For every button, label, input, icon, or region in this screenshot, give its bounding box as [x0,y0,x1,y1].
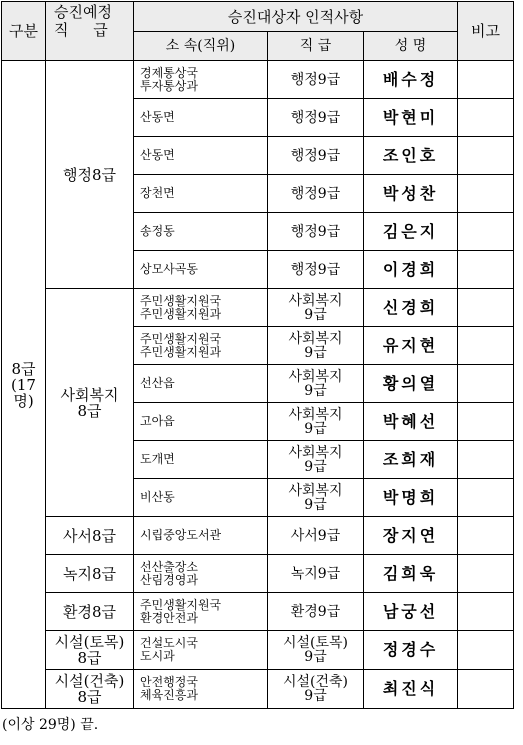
dept-line1: 송정동 [140,224,175,238]
grade-line1: 사서9급 [290,527,341,544]
dept-line1: 선산읍 [140,376,175,390]
dept-line1: 선산출장소 [140,559,198,574]
note-cell [458,251,514,289]
grade-line2: 9급 [304,382,327,399]
note-cell [458,555,514,593]
target-grade-line1: 녹지8급 [62,564,116,583]
dept-line2: 환경안전과 [140,610,198,625]
grade-line1: 시설(토목) [282,635,349,651]
header-dept: 소 속(직위) [134,32,268,61]
target-grade-line1: 환경8급 [62,602,116,621]
dept-line1: 시립중앙도서관 [140,528,222,542]
note-cell [458,137,514,175]
dept-line1: 장천면 [140,186,175,200]
dept-line1: 경제통상국 [140,65,198,80]
note-cell [458,289,514,327]
dept-line1: 산동면 [140,148,175,162]
grade-line2: 9급 [304,649,327,665]
name-cell: 김은지 [364,213,458,251]
grade-line1: 녹지9급 [290,565,341,582]
header-target-grade [46,2,134,61]
category-line1: 8급 [11,359,36,378]
target-grade-line1: 시설(토목) [54,633,125,651]
dept-cell [134,175,268,213]
name-cell: 박성찬 [364,175,458,213]
target-grade-cell [46,670,134,709]
footer-note: (이상 29명) 끝. [2,717,99,733]
grade-cell [268,593,364,631]
grade-line1: 시설(건축) [282,674,349,690]
dept-cell [134,517,268,555]
grade-cell [268,289,364,327]
table-row [2,517,514,555]
grade-line1: 행정9급 [290,147,341,164]
note-cell [458,631,514,670]
table-row [2,670,514,709]
dept-line2: 투자통상과 [140,78,198,93]
name-cell: 장지연 [364,517,458,555]
dept-cell [134,289,268,327]
grade-line2: 9급 [304,688,327,704]
name-cell: 남궁선 [364,593,458,631]
grade-line1: 사회복지 [288,330,343,347]
grade-line2: 9급 [304,458,327,475]
name-cell: 박명희 [364,479,458,517]
table-row [2,289,514,327]
grade-line2: 9급 [304,496,327,513]
header-target-grade-line1: 승진예정 [54,3,112,21]
category-cell [2,61,46,709]
name-cell: 황의열 [364,365,458,403]
grade-cell [268,251,364,289]
grade-cell [268,403,364,441]
dept-cell [134,670,268,709]
header-candidate-info: 승진대상자 인적사항 [134,2,458,32]
dept-line1: 안전행정국 [140,675,198,689]
dept-cell [134,99,268,137]
header-name: 성 명 [364,32,458,61]
grade-line1: 사회복지 [288,292,343,309]
grade-cell [268,99,364,137]
dept-line1: 주민생활지원국 [140,293,222,308]
name-cell: 박현미 [364,99,458,137]
dept-line2: 체육진흥과 [140,688,198,702]
dept-cell [134,251,268,289]
header-target-grade-line2: 직 급 [54,21,118,39]
grade-cell [268,327,364,365]
grade-cell [268,61,364,99]
dept-line2: 주민생활지원과 [140,306,222,321]
table-row [2,555,514,593]
grade-cell [268,670,364,709]
name-cell: 최진식 [364,670,458,709]
target-grade-cell [46,631,134,670]
table-row [2,631,514,670]
dept-line1: 산동면 [140,110,175,124]
dept-cell [134,593,268,631]
grade-cell [268,517,364,555]
header-note: 비고 [458,2,514,61]
name-cell: 배수정 [364,61,458,99]
name-cell: 김희욱 [364,555,458,593]
target-grade-cell [46,593,134,631]
name-cell: 정경수 [364,631,458,670]
target-grade-line2: 8급 [77,649,102,667]
name-cell: 조인호 [364,137,458,175]
target-grade-line2: 8급 [77,688,102,706]
target-grade-line1: 사서8급 [62,526,116,545]
target-grade-line1: 행정8급 [62,165,116,184]
grade-cell [268,631,364,670]
table-row [2,61,514,99]
target-grade-cell [46,289,134,517]
target-grade-cell [46,555,134,593]
grade-line1: 행정9급 [290,261,341,278]
dept-cell [134,365,268,403]
table-body [2,61,514,709]
grade-line2: 9급 [304,420,327,437]
target-grade-line1: 시설(건축) [54,672,125,690]
grade-line1: 환경9급 [290,603,341,620]
target-grade-line2: 8급 [77,401,102,420]
dept-cell [134,479,268,517]
name-cell: 조희재 [364,441,458,479]
target-grade-cell [46,61,134,289]
dept-cell [134,213,268,251]
grade-line1: 행정9급 [290,109,341,126]
dept-line1: 주민생활지원국 [140,597,222,612]
note-cell [458,175,514,213]
grade-line1: 사회복지 [288,368,343,385]
grade-cell [268,555,364,593]
name-cell: 이경희 [364,251,458,289]
grade-cell [268,213,364,251]
grade-line1: 사회복지 [288,406,343,423]
dept-line1: 도개면 [140,452,175,466]
note-cell [458,593,514,631]
note-cell [458,479,514,517]
dept-cell [134,441,268,479]
dept-line1: 상모사곡동 [140,262,198,276]
dept-line1: 비산동 [140,490,175,504]
dept-line2: 산림경영과 [140,572,198,587]
grade-line1: 행정9급 [290,223,341,240]
target-grade-cell [46,517,134,555]
dept-line2: 주민생활지원과 [140,344,222,359]
grade-line1: 사회복지 [288,482,343,499]
header-grade: 직 급 [268,32,364,61]
grade-line2: 9급 [304,306,327,323]
note-cell [458,327,514,365]
dept-cell [134,631,268,670]
note-cell [458,213,514,251]
dept-cell [134,403,268,441]
dept-line1: 건설도시국 [140,636,198,650]
grade-cell [268,137,364,175]
name-cell: 유지현 [364,327,458,365]
dept-line1: 주민생활지원국 [140,331,222,346]
grade-line1: 행정9급 [290,185,341,202]
name-cell: 신경희 [364,289,458,327]
dept-cell [134,555,268,593]
category-line2: (17명) [11,375,36,410]
note-cell [458,365,514,403]
header-category: 구분 [2,2,46,61]
dept-cell [134,327,268,365]
grade-cell [268,479,364,517]
note-cell [458,99,514,137]
note-cell [458,61,514,99]
dept-cell [134,137,268,175]
note-cell [458,517,514,555]
grade-cell [268,175,364,213]
dept-line2: 도시과 [140,649,175,663]
grade-line1: 사회복지 [288,444,343,461]
dept-cell [134,61,268,99]
grade-cell [268,365,364,403]
name-cell: 박혜선 [364,403,458,441]
grade-line2: 9급 [304,344,327,361]
note-cell [458,441,514,479]
dept-line1: 고아읍 [140,414,175,428]
grade-line1: 행정9급 [290,71,341,88]
table-row [2,593,514,631]
promotion-table [1,1,514,709]
target-grade-line1: 사회복지 [60,385,119,404]
note-cell [458,403,514,441]
note-cell [458,670,514,709]
grade-cell [268,441,364,479]
